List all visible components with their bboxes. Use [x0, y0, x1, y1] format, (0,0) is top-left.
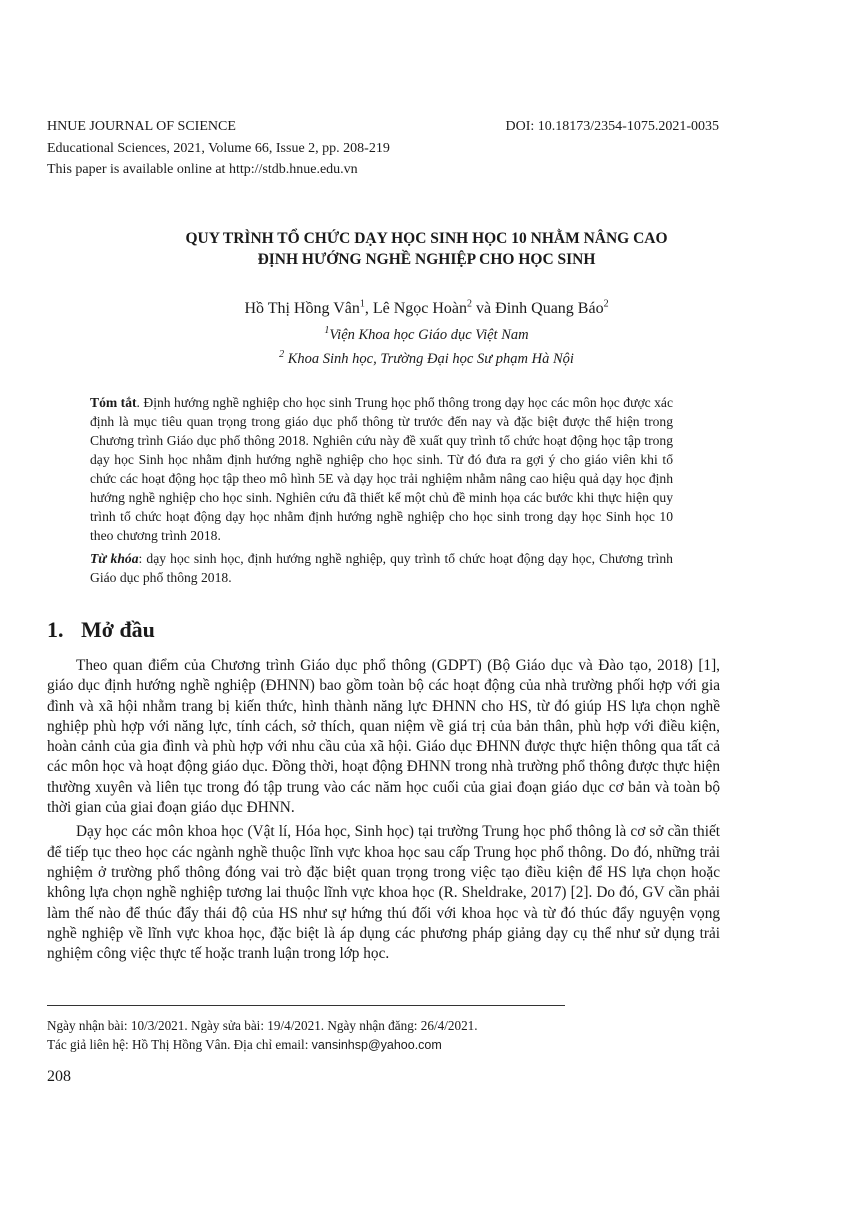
- section-title: Mở đầu: [81, 617, 155, 642]
- author-1-sup: 1: [359, 298, 365, 310]
- journal-name: HNUE JOURNAL OF SCIENCE: [47, 119, 236, 134]
- abstract-text: . Định hướng nghề nghiệp cho học sinh Trung học phổ thông trong dạy học các môn học được xác định là mục tiêu quan trọng trong giáo dục phổ thông từ trước đến nay và đặc biệt được thể hiện trong Chương trình Giáo dục phổ thông 2018. Nghiên cứu này đề xuất quy trình tổ chức hoạt động học tập trong dạy học Sinh học nhằm định hướng nghề nghiệp cho học sinh. Từ đó đưa ra gợi ý cho giáo viên khi tổ chức các hoạt động học tập theo mô hình 5E và dạy học trải nghiệm nhằm nâng cao hiệu quả dạy học định hướng nghề nghiệp cho học sinh. Nghiên cứu đã thiết kế một chủ đề minh họa các bước khi thực hiện quy trình tổ chức hoạt động dạy học nhằm định hướng nghề nghiệp cho học sinh trong dạy học Sinh học 10 theo chương trình 2018.: [90, 395, 673, 543]
- paragraph-2: Dạy học các môn khoa học (Vật lí, Hóa học, Sinh học) tại trường Trung học phổ thông là cơ sở cần thiết để tiếp tục theo học các ngành nghề thuộc lĩnh vực khoa học sau cấp Trung học phổ thông. Do đó, những trải nghiệm ở trường phổ thông đóng vai trò đặc biệt quan trọng trong việc tạo điều kiện để HS lựa chọn hoặc không lựa chọn nghề nghiệp tương lai thuộc lĩnh vực khoa học (R. Sheldrake, 2017) [2]. Do đó, GV cần phải làm thế nào để thúc đẩy thái độ của HS như sự hứng thú đối với khoa học và từ đó thúc đẩy nguyện vọng nghề nghiệp về lĩnh vực khoa học, đặc biệt là áp dụng các phương pháp giảng dạy cụ thể như sử dụng trải nghiệm công việc thực tế hoặc tranh luận trong lớp học.: [47, 823, 720, 963]
- abstract-label: Tóm tắt: [90, 395, 137, 410]
- contact-label: Tác giả liên hệ: Hồ Thị Hồng Vân. Địa chỉ email:: [47, 1037, 312, 1052]
- author-2: , Lê Ngọc Hoàn: [364, 300, 468, 317]
- keywords-label: Từ khóa: [90, 551, 139, 566]
- keywords-text: : dạy học sinh học, định hướng nghề nghiệp, quy trình tổ chức hoạt động dạy học, Chương trình Giáo dục phổ thông 2018.: [90, 551, 673, 585]
- availability-note: This paper is available online at http://stdb.hnue.edu.vn: [47, 162, 358, 177]
- paper-title-line-1: QUY TRÌNH TỔ CHỨC DẠY HỌC SINH HỌC 10 NHẰM NÂNG CAO: [185, 230, 668, 247]
- footnote-divider: [47, 1005, 565, 1006]
- paper-title-line-2: ĐỊNH HƯỚNG NGHỀ NGHIỆP CHO HỌC SINH: [257, 251, 596, 268]
- keywords: [90, 549, 673, 587]
- author-list: [0, 298, 853, 320]
- affiliation-2: $^2$ Khoa Sinh học, Trường Đại học Sư phạm Hà Nội: [279, 349, 574, 367]
- abstract-body: [90, 393, 673, 545]
- section-number: 1.: [47, 617, 64, 642]
- footnote-contact: [47, 1035, 442, 1055]
- section-body: [47, 656, 720, 964]
- author-2-sup: 2: [467, 298, 473, 310]
- page-number: 208: [47, 1068, 71, 1085]
- affiliation-1: $^1$Viện Khoa học Giáo dục Việt Nam: [324, 325, 529, 343]
- abstract: [90, 393, 673, 587]
- section-heading: [47, 616, 155, 644]
- doi: DOI: 10.18173/2354-1075.2021-0035: [505, 119, 719, 134]
- contact-email: vansinhsp@yahoo.com: [311, 1038, 442, 1052]
- author-1: Hồ Thị Hồng Vân: [244, 300, 360, 317]
- author-3: và Đinh Quang Báo: [472, 300, 604, 317]
- author-3-sup: 2: [603, 298, 609, 310]
- issue-info: Educational Sciences, 2021, Volume 66, Issue 2, pp. 208-219: [47, 141, 390, 156]
- footnote-dates: Ngày nhận bài: 10/3/2021. Ngày sửa bài: 19/4/2021. Ngày nhận đăng: 26/4/2021.: [47, 1018, 478, 1033]
- paragraph-1: Theo quan điểm của Chương trình Giáo dục phổ thông (GDPT) (Bộ Giáo dục và Đào tạo, 2018) [1], giáo dục định hướng nghề nghiệp (ĐHNN) bao gồm toàn bộ các hoạt động của nhà trường phối hợp với gia đình và xã hội nhằm trang bị kiến thức, hình thành năng lực ĐHNN cho HS, từ đó giúp HS lựa chọn nghề nghiệp phù hợp với năng lực, tính cách, sở thích, quan niệm về giá trị của bản thân, phù hợp với điều kiện, hoàn cảnh của gia đình và phù hợp với nhu cầu của xã hội. Giáo dục ĐHNN được thực hiện thông qua tất cả các môn học và hoạt động giáo dục. Đồng thời, hoạt động ĐHNN trong nhà trường phổ thông được thực hiện thường xuyên và liên tục trong đó tập trung vào các năm học cuối của giai đoạn giáo dục cơ bản và toàn bộ thời gian của giai đoạn giáo dục ĐHNN.: [47, 657, 720, 817]
